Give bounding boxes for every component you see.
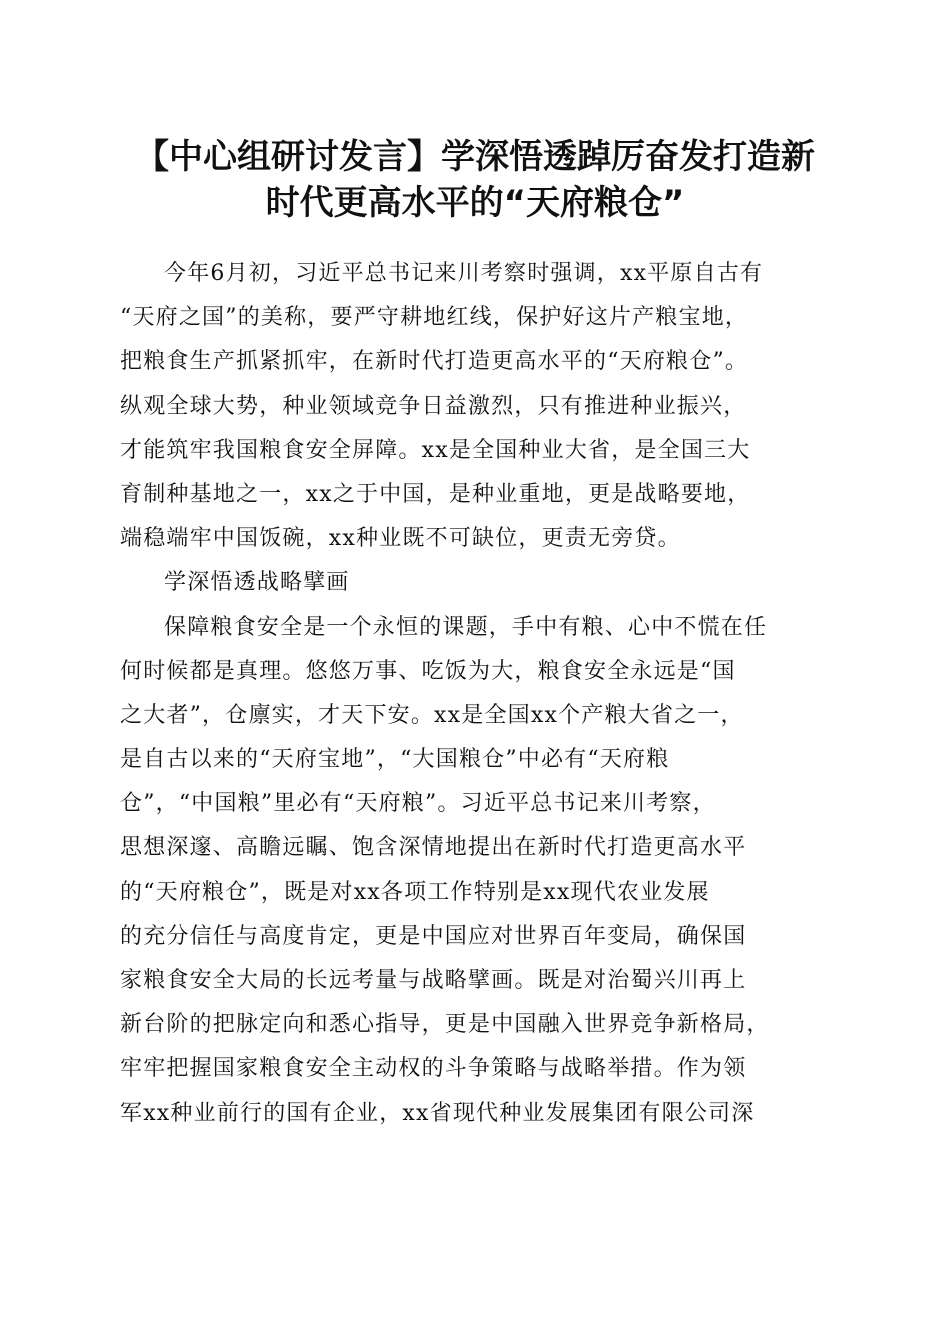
document-title: [118, 134, 832, 226]
paragraph-line: 的充分信任与高度肯定，更是中国应对世界百年变局，确保国: [120, 923, 747, 949]
paragraph-line: 把粮食生产抓紧抓牢，在新时代打造更高水平的“天府粮仓”。: [120, 349, 749, 375]
paragraph-line: 的“天府粮仓”，既是对xx各项工作特别是xx现代农业发展: [120, 879, 710, 905]
title-line: 【中心组研讨发言】学深悟透踔厉奋发打造新: [135, 137, 815, 177]
paragraph-line: 纵观全球大势，种业领域竞争日益激烈，只有推进种业振兴，: [120, 393, 747, 419]
section-heading: 学深悟透战略擘画: [164, 570, 350, 596]
paragraph-line: 端稳端牢中国饭碗，xx种业既不可缺位，更责无旁贷。: [120, 526, 681, 552]
paragraph-line: 家粮食安全大局的长远考量与战略擘画。既是对治蜀兴川再上: [120, 968, 747, 993]
paragraph-line: 才能筑牢我国粮食安全屏障。xx是全国种业大省，是全国三大: [120, 437, 751, 463]
paragraph-line: 今年6月初，习近平总书记来川考察时强调，xx平原自古有: [164, 261, 764, 286]
paragraph-line: 新台阶的把脉定向和悉心指导，更是中国融入世界竞争新格局，: [120, 1012, 770, 1038]
paragraph-strategy: [120, 606, 832, 1136]
paragraph-line: 仓”，“中国粮”里必有“天府粮”。习近平总书记来川考察，: [120, 791, 716, 817]
paragraph-line: 之大者”，仓廪实，才天下安。xx是全国xx个产粮大省之一，: [120, 702, 744, 728]
title-line: 时代更高水平的“天府粮仓”: [265, 183, 685, 223]
paragraph-line: 育制种基地之一，xx之于中国，是种业重地，更是战略要地，: [120, 481, 751, 507]
paragraph-line: 是自古以来的“天府宝地”，“大国粮仓”中必有“天府粮: [120, 747, 670, 773]
paragraph-line: 保障粮食安全是一个永恒的课题，手中有粮、心中不慌在任: [164, 614, 768, 640]
paragraph-line: “天府之国”的美称，要严守耕地红线，保护好这片产粮宝地，: [120, 305, 749, 331]
paragraph-line: 何时候都是真理。悠悠万事、吃饭为大，粮食安全永远是“国: [120, 658, 736, 684]
document-body: [120, 252, 832, 1136]
paragraph-line: 牢牢把握国家粮食安全主动权的斗争策略与战略举措。作为领: [120, 1056, 747, 1082]
paragraph-line: 思想深邃、高瞻远瞩、饱含深情地提出在新时代打造更高水平: [120, 835, 747, 861]
paragraph-intro: [120, 252, 832, 561]
paragraph-line: 军xx种业前行的国有企业，xx省现代种业发展集团有限公司深: [120, 1100, 755, 1126]
